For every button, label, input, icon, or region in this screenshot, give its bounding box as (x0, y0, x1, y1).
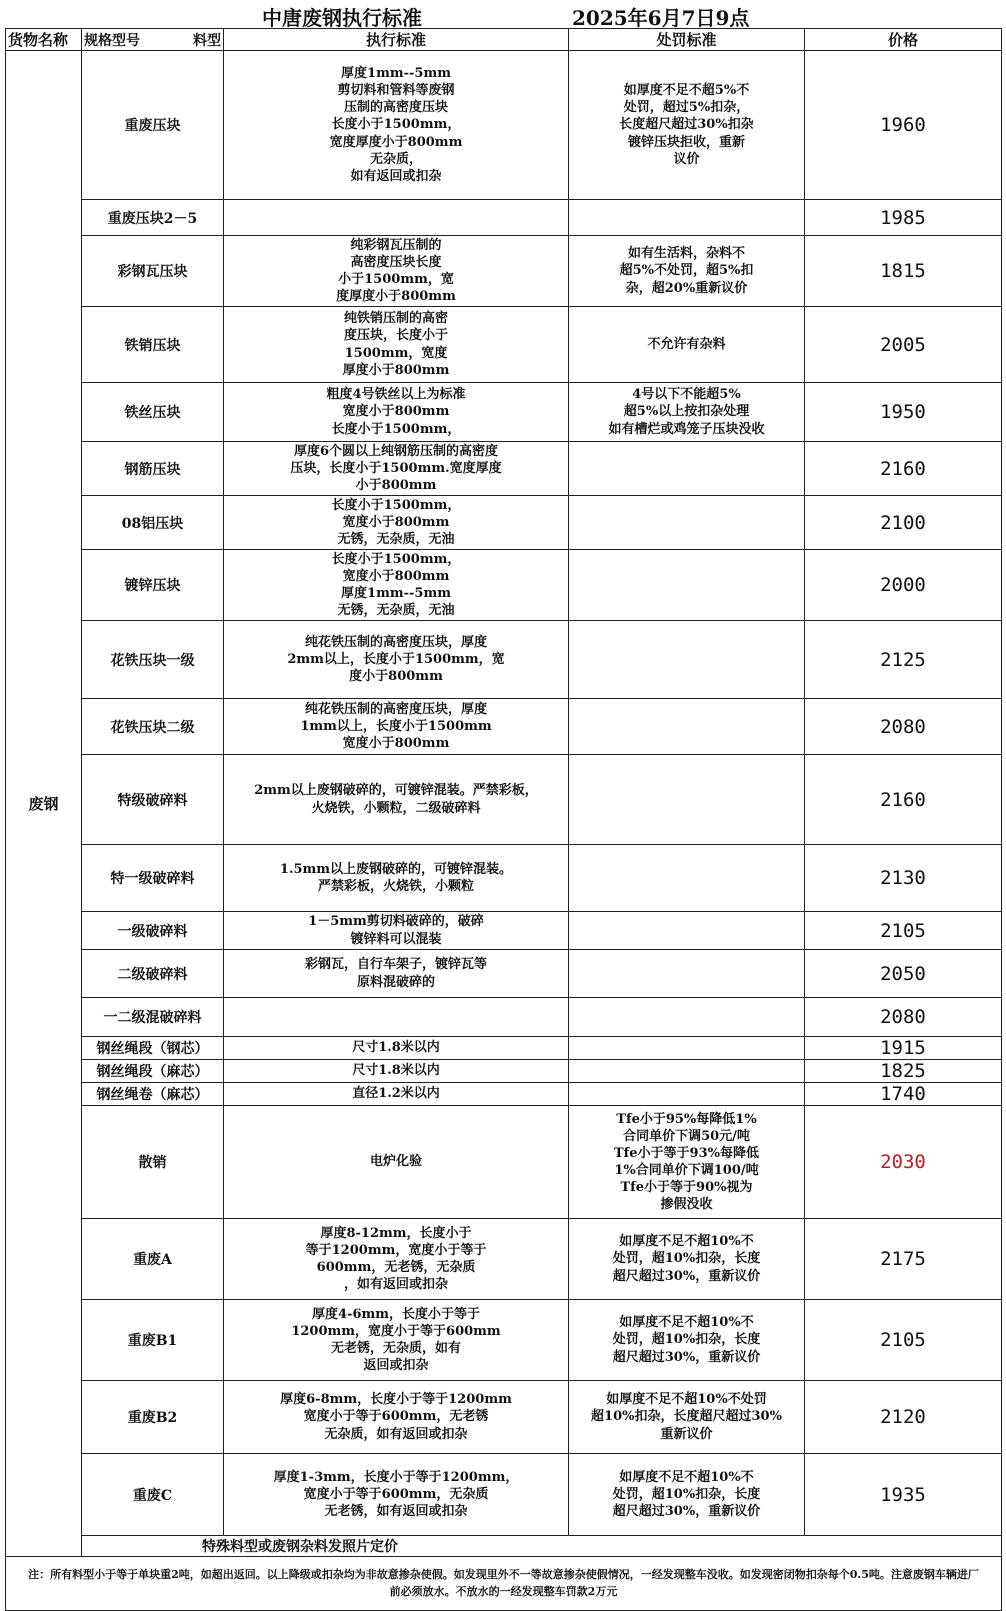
spec-cell: 特级破碎料 (82, 755, 224, 845)
standard-cell (224, 496, 569, 550)
penalty-line: 如厚度不足不超10%不 (619, 1234, 754, 1250)
spec-cell: 重废B1 (82, 1300, 224, 1381)
standard-line: 压制的高密度压块 (343, 100, 448, 116)
standard-line: 度压块，长度小于 (343, 328, 448, 344)
spec-cell: 08铝压块 (82, 496, 224, 550)
price-cell: 2030 (805, 1106, 1002, 1219)
standard-cell (224, 950, 569, 998)
header-spec: 规格型号 (84, 32, 140, 49)
spec-cell: 重废压块 (82, 51, 224, 200)
price-cell: 1950 (805, 383, 1002, 442)
standard-line: 无锈，无杂质，无油 (337, 603, 455, 619)
standard-line: 宽度厚度小于800mm (329, 134, 463, 150)
penalty-line: 超5%不处罚，超5%扣 (619, 263, 754, 279)
standard-line: 厚度1-3mm，长度小于等于1200mm， (273, 1469, 519, 1485)
standard-line: 镀锌料可以混装 (350, 931, 442, 947)
table-row (6, 1083, 1002, 1106)
penalty-line: 处罚，超10%扣杂，长度 (612, 1486, 761, 1502)
standard-cell (224, 845, 569, 912)
header-price: 价格 (805, 29, 1002, 51)
standard-line: 度小于800mm (349, 669, 443, 685)
standard-line: 宽度小于等于600mm，无老锈 (303, 1409, 489, 1425)
penalty-line: 如厚度不足不超10%不 (619, 1315, 754, 1331)
document-header (0, 0, 1006, 28)
standard-line: 2mm以上废钢破碎的，可镀锌混装。严禁彩板， (254, 783, 538, 799)
standard-line: 宽度小于800mm (342, 568, 450, 584)
price-cell: 2125 (805, 621, 1002, 699)
standard-line: 厚度小于800mm (342, 362, 450, 378)
standard-line: 长度小于1500mm， (331, 117, 461, 133)
price-cell: 2100 (805, 496, 1002, 550)
price-cell: 2105 (805, 912, 1002, 950)
penalty-line: 超尺超过30%，重新议价 (612, 1504, 761, 1520)
standard-cell (224, 1300, 569, 1381)
standard-line: 厚度6个圆以上纯钢筋压制的高密度 (293, 443, 499, 459)
penalty-line: 合同单价下调50元/吨 (623, 1128, 750, 1144)
penalty-line: Tfe小于等于93%每降低 (614, 1145, 759, 1161)
penalty-cell (569, 845, 805, 912)
penalty-cell (569, 1381, 805, 1454)
standard-cell (224, 550, 569, 621)
price-cell: 1740 (805, 1083, 1002, 1106)
standard-cell (224, 383, 569, 442)
standard-cell (224, 1106, 569, 1219)
standard-line: 返回或扣杂 (363, 1358, 429, 1374)
standard-line: 1mm以上，长度小于1500mm (300, 718, 492, 734)
standard-line: 无老锈，无杂质，如有 (330, 1341, 461, 1356)
standard-line: 小于800mm (355, 478, 437, 494)
penalty-cell (569, 307, 805, 383)
standard-cell (224, 1083, 569, 1106)
standard-line: 尺寸1.8米以内 (352, 1063, 440, 1079)
price-cell: 2080 (805, 998, 1002, 1037)
table-row (6, 1106, 1002, 1219)
standard-line: 宽度小于800mm (342, 404, 450, 420)
spec-cell: 花铁压块二级 (82, 699, 224, 755)
header-material: 料型 (193, 32, 221, 49)
price-cell: 2050 (805, 950, 1002, 998)
spec-cell: 镀锌压块 (82, 550, 224, 621)
penalty-line: 1%合同单价下调100/吨 (614, 1163, 759, 1178)
standard-line: 无杂质，如有返回或扣杂 (324, 1426, 468, 1442)
table-row (6, 1381, 1002, 1454)
penalty-line: 如厚度不足不超10%不 (619, 1469, 754, 1485)
spec-cell: 散销 (82, 1106, 224, 1219)
standard-line: 无杂质， (369, 151, 422, 167)
standard-line: 1.5mm以上废钢破碎的，可镀锌混装。 (279, 861, 513, 877)
standard-line: 纯花铁压制的高密度压块，厚度 (304, 701, 487, 717)
penalty-line: 如厚度不足不超10%不处罚 (606, 1392, 767, 1408)
standard-line: 电炉化验 (369, 1154, 422, 1170)
penalty-cell (569, 1083, 805, 1106)
standard-line: 彩钢瓦，自行车架子，镀锌瓦等 (304, 957, 487, 973)
standard-cell (224, 1060, 569, 1083)
standard-cell (224, 236, 569, 307)
spec-cell: 重废压块2－5 (82, 200, 224, 236)
spec-cell: 一级破碎料 (82, 912, 224, 950)
penalty-cell (569, 998, 805, 1037)
standard-cell (224, 912, 569, 950)
standard-line: 宽度小于等于600mm，无杂质 (303, 1486, 489, 1502)
penalty-line: 重新议价 (660, 1426, 713, 1442)
standard-line: 度厚度小于800mm (336, 289, 456, 305)
standard-cell (224, 998, 569, 1037)
penalty-cell (569, 755, 805, 845)
table-row (6, 950, 1002, 998)
standard-cell (224, 1037, 569, 1060)
table-row (6, 550, 1002, 621)
header-penalty: 处罚标准 (569, 29, 805, 51)
spec-cell: 钢丝绳段（麻芯） (82, 1060, 224, 1083)
penalty-cell (569, 200, 805, 236)
penalty-line: 镀锌压块拒收，重新 (627, 134, 745, 150)
standard-line: 直径1.2米以内 (352, 1086, 440, 1102)
table-row (6, 236, 1002, 307)
penalty-cell (569, 236, 805, 307)
standard-cell (224, 1381, 569, 1454)
penalty-line: 如有生活料，杂料不 (627, 246, 745, 262)
penalty-line: Tfe小于95%每降低1% (616, 1111, 757, 1127)
table-row (6, 1454, 1002, 1536)
price-cell: 1985 (805, 200, 1002, 236)
standard-line: 严禁彩板，火烧铁，小颗粒 (317, 879, 474, 894)
table-row (6, 699, 1002, 755)
standard-line: 长度小于1500mm， (331, 421, 461, 437)
table-row (6, 755, 1002, 845)
penalty-line: 处罚，超过5%扣杂， (623, 100, 750, 116)
standard-line: 2mm以上，长度小于1500mm，宽 (287, 651, 505, 667)
spec-cell: 重废B2 (82, 1381, 224, 1454)
penalty-cell (569, 621, 805, 699)
spec-cell: 钢筋压块 (82, 442, 224, 496)
penalty-line: 掺假没收 (660, 1197, 713, 1213)
table-row (6, 383, 1002, 442)
standard-line: 小于1500mm，宽 (338, 272, 454, 287)
footnote: 注：所有料型小于等于单块重2吨，如超出返回。以上降级或扣杂均为非故意掺杂使假。如发现里外不一等故意掺杂使假情况，一经发现整车没收。如发现密闭物扣杂每个0.5吨。注意废钢车辆进厂前必须放水。不放水的一经发现整车罚款2万元 (6, 1557, 1002, 1611)
price-cell: 1935 (805, 1454, 1002, 1536)
penalty-cell (569, 1060, 805, 1083)
penalty-cell (569, 1300, 805, 1381)
penalty-line: Tfe小于等于90%视为 (620, 1180, 753, 1196)
table-row (6, 1060, 1002, 1083)
penalty-line: 处罚，超10%扣杂，长度 (612, 1332, 761, 1348)
table-row (6, 845, 1002, 912)
standard-line: 厚度1mm--5mm (341, 586, 451, 601)
standard-line: 火烧铁，小颗粒，二级破碎料 (311, 800, 481, 816)
standard-line: 长度小于1500mm， (331, 497, 461, 513)
price-cell: 2175 (805, 1219, 1002, 1300)
spec-cell: 铁销压块 (82, 307, 224, 383)
standard-line: 粗度4号铁丝以上为标准 (326, 387, 466, 403)
penalty-line: 超5%以上按扣杂处理 (623, 404, 750, 420)
header-goods-name: 货物名称 (6, 29, 82, 51)
note-row (6, 1557, 1002, 1611)
table-row (6, 621, 1002, 699)
penalty-line: 超10%扣杂，长度超尺超过30% (591, 1409, 782, 1425)
table-row (6, 307, 1002, 383)
penalty-cell (569, 442, 805, 496)
table-row (6, 442, 1002, 496)
standard-line: 剪切料和管料等废钢 (337, 83, 455, 99)
standard-line: ，如有返回或扣杂 (343, 1277, 448, 1293)
spec-cell: 重废A (82, 1219, 224, 1300)
price-cell: 2000 (805, 550, 1002, 621)
table-row (6, 1300, 1002, 1381)
table-row (6, 1037, 1002, 1060)
standard-line: 厚度1mm--5mm (341, 65, 451, 81)
standard-line: 厚度4-6mm，长度小于等于 (312, 1306, 480, 1322)
penalty-cell (569, 1219, 805, 1300)
penalty-cell (569, 496, 805, 550)
price-cell: 1960 (805, 51, 1002, 200)
standard-cell (224, 1219, 569, 1300)
penalty-line: 4号以下不能超5% (632, 387, 741, 403)
standard-line: 宽度小于800mm (342, 736, 450, 752)
spec-cell: 彩钢瓦压块 (82, 236, 224, 307)
table-row (6, 912, 1002, 950)
spec-cell: 二级破碎料 (82, 950, 224, 998)
standard-line: 纯花铁压制的高密度压块，厚度 (304, 634, 487, 650)
table-row (6, 1219, 1002, 1300)
standard-line: 1500mm，宽度 (344, 345, 448, 361)
penalty-cell (569, 699, 805, 755)
table-row (6, 998, 1002, 1037)
spec-cell: 花铁压块一级 (82, 621, 224, 699)
price-cell: 2105 (805, 1300, 1002, 1381)
penalty-cell (569, 1454, 805, 1536)
standard-line: 宽度小于800mm (342, 514, 450, 530)
standard-line: 无老锈，如有返回或扣杂 (324, 1504, 468, 1520)
standard-cell (224, 307, 569, 383)
spec-cell: 铁丝压块 (82, 383, 224, 442)
penalty-cell (569, 51, 805, 200)
table-header-row (6, 29, 1002, 51)
header-spec-material (82, 29, 224, 51)
penalty-cell (569, 950, 805, 998)
standard-line: 原料混破碎的 (356, 974, 435, 990)
price-cell: 2005 (805, 307, 1002, 383)
standard-line: 600mm，无老锈，无杂质 (316, 1260, 476, 1275)
standard-line: 无锈，无杂质，无油 (337, 532, 455, 548)
penalty-cell (569, 383, 805, 442)
special-row (6, 1536, 1002, 1557)
price-cell: 2080 (805, 699, 1002, 755)
table-row (6, 496, 1002, 550)
standard-cell (224, 51, 569, 200)
standard-line: 厚度6-8mm，长度小于等于1200mm (280, 1392, 512, 1408)
standard-line: 纯彩钢瓦压制的 (350, 237, 442, 253)
standard-line: 厚度8-12mm，长度小于 (320, 1225, 472, 1241)
penalty-cell (569, 1106, 805, 1219)
document-date: 2025年6月7日9点 (572, 6, 750, 30)
standard-line: 1200mm，宽度小于等于600mm (291, 1323, 501, 1339)
standard-line: 压块，长度小于1500mm.宽度厚度 (290, 460, 502, 476)
category-cell: 废钢 (6, 51, 82, 1557)
price-cell: 1815 (805, 236, 1002, 307)
price-cell: 1825 (805, 1060, 1002, 1083)
standard-line: 1－5mm剪切料破碎的，破碎 (308, 914, 484, 930)
spec-cell: 特一级破碎料 (82, 845, 224, 912)
penalty-line: 超尺超过30%，重新议价 (612, 1349, 761, 1365)
price-cell: 2120 (805, 1381, 1002, 1454)
penalty-cell (569, 912, 805, 950)
table-row (6, 200, 1002, 236)
spec-cell: 一二级混破碎料 (82, 998, 224, 1037)
price-cell: 2160 (805, 442, 1002, 496)
penalty-line: 超尺超过30%，重新议价 (612, 1268, 761, 1284)
spec-cell: 钢丝绳段（钢芯） (82, 1037, 224, 1060)
special-note-cell: 特殊料型或废钢杂料发照片定价 (82, 1536, 1002, 1557)
standard-cell (224, 699, 569, 755)
price-cell: 2130 (805, 845, 1002, 912)
document-title: 中唐废钢执行标准 (262, 6, 422, 30)
standard-cell (224, 621, 569, 699)
price-cell: 2160 (805, 755, 1002, 845)
penalty-cell (569, 550, 805, 621)
penalty-line: 如厚度不足不超5%不 (623, 83, 750, 99)
spec-cell: 钢丝绳卷（麻芯） (82, 1083, 224, 1106)
penalty-cell (569, 1037, 805, 1060)
header-standard: 执行标准 (224, 29, 569, 51)
table-row (6, 51, 1002, 200)
standard-line: 纯铁销压制的高密 (343, 311, 448, 327)
standard-line: 如有返回或扣杂 (350, 168, 442, 184)
standard-cell (224, 442, 569, 496)
penalty-line: 议价 (673, 151, 700, 167)
standard-line: 高密度压块长度 (350, 254, 442, 270)
price-table (5, 28, 1002, 1611)
standard-line: 长度小于1500mm， (331, 551, 461, 567)
standard-cell (224, 1454, 569, 1536)
price-cell: 1915 (805, 1037, 1002, 1060)
penalty-line: 不允许有杂料 (647, 336, 726, 352)
spec-cell: 重废C (82, 1454, 224, 1536)
penalty-line: 杂，超20%重新议价 (625, 280, 748, 296)
penalty-line: 如有槽烂或鸡笼子压块没收 (608, 421, 765, 437)
standard-line: 尺寸1.8米以内 (352, 1040, 440, 1056)
standard-cell (224, 200, 569, 236)
standard-line: 等于1200mm，宽度小于等于 (305, 1242, 487, 1258)
standard-cell (224, 755, 569, 845)
penalty-line: 处罚，超10%扣杂，长度 (612, 1251, 761, 1267)
penalty-line: 长度超尺超过30%扣杂 (619, 117, 754, 133)
